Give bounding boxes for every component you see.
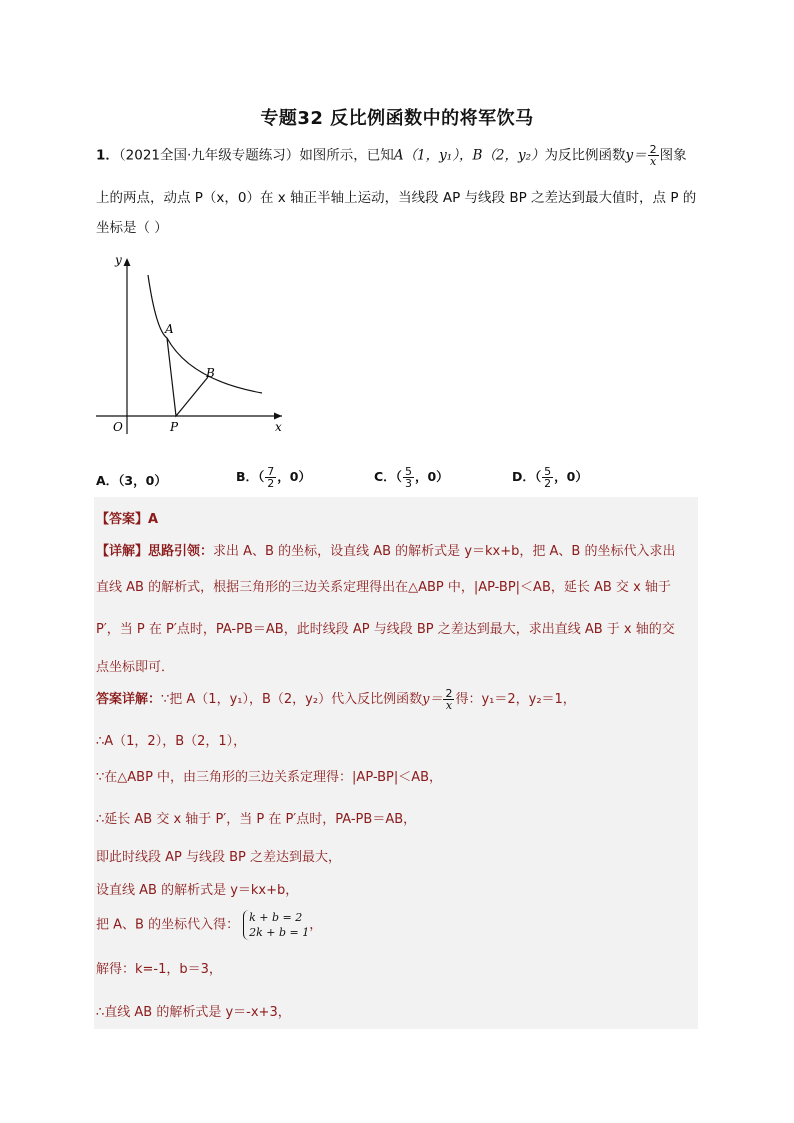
point-a-label: A bbox=[165, 322, 174, 336]
solution-text: ∵把 A（1，y₁），B（2，y₂）代入反比例函数 bbox=[161, 692, 423, 707]
y-axis-label: y bbox=[115, 253, 122, 267]
option-a: A．（3，0） bbox=[96, 473, 167, 488]
option-b-suffix: ，0） bbox=[277, 469, 311, 484]
segments-ap-bp bbox=[167, 338, 208, 416]
question-text: 为反比例函数 bbox=[544, 147, 626, 164]
equation-1: k + b = 2 bbox=[249, 911, 303, 924]
x-axis-label: x bbox=[275, 420, 282, 434]
function-fraction bbox=[648, 144, 659, 167]
solution-line-9: ∴直线 AB 的解析式是 y＝-x+3， bbox=[96, 1005, 291, 1020]
solution-text: 得：y₁＝2，y₂＝1， bbox=[455, 692, 576, 707]
solution-line-8: 解得：k=-1，b＝3， bbox=[96, 962, 222, 977]
option-d bbox=[512, 466, 588, 489]
solution-text: ， bbox=[309, 917, 323, 933]
fraction-denominator: x bbox=[445, 699, 453, 712]
fraction-denominator: x bbox=[650, 155, 657, 168]
solution-line-1 bbox=[96, 688, 576, 711]
option-b-fraction bbox=[265, 466, 276, 489]
option-d-prefix: D．（ bbox=[512, 469, 542, 484]
function-graph-figure bbox=[90, 250, 290, 440]
hint-line-2: 直线 AB 的解析式，根据三角形的三边关系定理得出在△ABP 中，|AP-BP|＜AB，延长 AB 交 x 轴于 bbox=[96, 580, 671, 595]
option-c-suffix: ，0） bbox=[414, 469, 449, 484]
page-title: 专题32 反比例函数中的将军饮马 bbox=[260, 108, 534, 129]
point-a: A（1，y₁）， bbox=[393, 147, 473, 164]
question-text: 图象 bbox=[659, 147, 687, 164]
option-c bbox=[374, 466, 449, 489]
option-d-fraction bbox=[542, 466, 553, 489]
equation-2: 2k + b = 1 bbox=[249, 926, 310, 939]
fraction-denominator: 2 bbox=[544, 477, 552, 490]
option-d-suffix: ，0） bbox=[554, 469, 588, 484]
solution-line-7 bbox=[96, 910, 322, 940]
solution-line-3: ∵在△ABP 中，由三角形的三边关系定理得：|AP-BP|＜AB， bbox=[96, 770, 443, 785]
answer-label: 【答案】A bbox=[96, 512, 159, 527]
hint-tag: 思路引领： bbox=[148, 544, 214, 559]
x-axis-arrow-icon bbox=[274, 413, 282, 420]
solution-line-4: ∴延长 AB 交 x 轴于 P′，当 P 在 P′点时，PA-PB＝AB， bbox=[96, 812, 417, 827]
point-p-label: P bbox=[170, 420, 179, 434]
solution-line-5: 即此时线段 AP 与线段 BP 之差达到最大， bbox=[96, 850, 342, 865]
fraction-numerator: 5 bbox=[544, 465, 552, 478]
point-b: B（2，y₂） bbox=[472, 147, 545, 164]
fraction-denominator: 2 bbox=[267, 477, 275, 490]
fraction-numerator: 7 bbox=[267, 465, 275, 478]
question-source: （2021全国·九年级专题练习） bbox=[118, 147, 300, 164]
option-c-fraction bbox=[403, 466, 414, 489]
hint-line-4: 点坐标即可． bbox=[96, 660, 175, 675]
equation-system bbox=[243, 910, 309, 940]
fraction-denominator: 3 bbox=[404, 477, 412, 490]
point-b-label: B bbox=[206, 366, 215, 380]
origin-label: O bbox=[113, 420, 123, 434]
function-lhs: y＝ bbox=[625, 147, 647, 164]
question-line-3: 坐标是（ ） bbox=[96, 220, 168, 236]
solution-line-2: ∴A（1，2），B（2，1）， bbox=[96, 734, 247, 749]
question-line-1 bbox=[96, 144, 706, 167]
answer-options bbox=[96, 466, 706, 492]
question-number: 1． bbox=[96, 147, 119, 164]
option-b-prefix: B．（ bbox=[236, 469, 265, 484]
solution-line-6: 设直线 AB 的解析式是 y＝kx+b， bbox=[96, 883, 299, 898]
detail-tag: 【详解】 bbox=[96, 544, 149, 559]
option-b bbox=[236, 466, 311, 489]
solution-function-fraction bbox=[443, 688, 454, 711]
fraction-numerator: 2 bbox=[445, 687, 453, 700]
question-line-2: 上的两点，动点 P（x，0）在 x 轴正半轴上运动，当线段 AP 与线段 BP 之差达到最大值时，点 P 的 bbox=[96, 190, 697, 206]
fraction-numerator: 2 bbox=[649, 143, 657, 156]
question-text: 如图所示，已知 bbox=[299, 147, 394, 164]
solution-text: 把 A、B 的坐标代入得： bbox=[96, 917, 240, 933]
y-axis-arrow-icon bbox=[124, 258, 131, 266]
option-c-prefix: C．（ bbox=[374, 469, 402, 484]
hint-line-1 bbox=[96, 540, 675, 559]
function-lhs: y＝ bbox=[422, 692, 443, 707]
fraction-numerator: 5 bbox=[404, 465, 412, 478]
hint-text: 求出 A、B 的坐标，设直线 AB 的解析式是 y＝kx+b，把 A、B 的坐标代入求出 bbox=[213, 544, 676, 559]
solution-tag: 答案详解： bbox=[96, 692, 162, 707]
hint-line-3: P′，当 P 在 P′点时，PA-PB＝AB，此时线段 AP 与线段 BP 之差达到最大，求出直线 AB 于 x 轴的交 bbox=[96, 622, 675, 637]
